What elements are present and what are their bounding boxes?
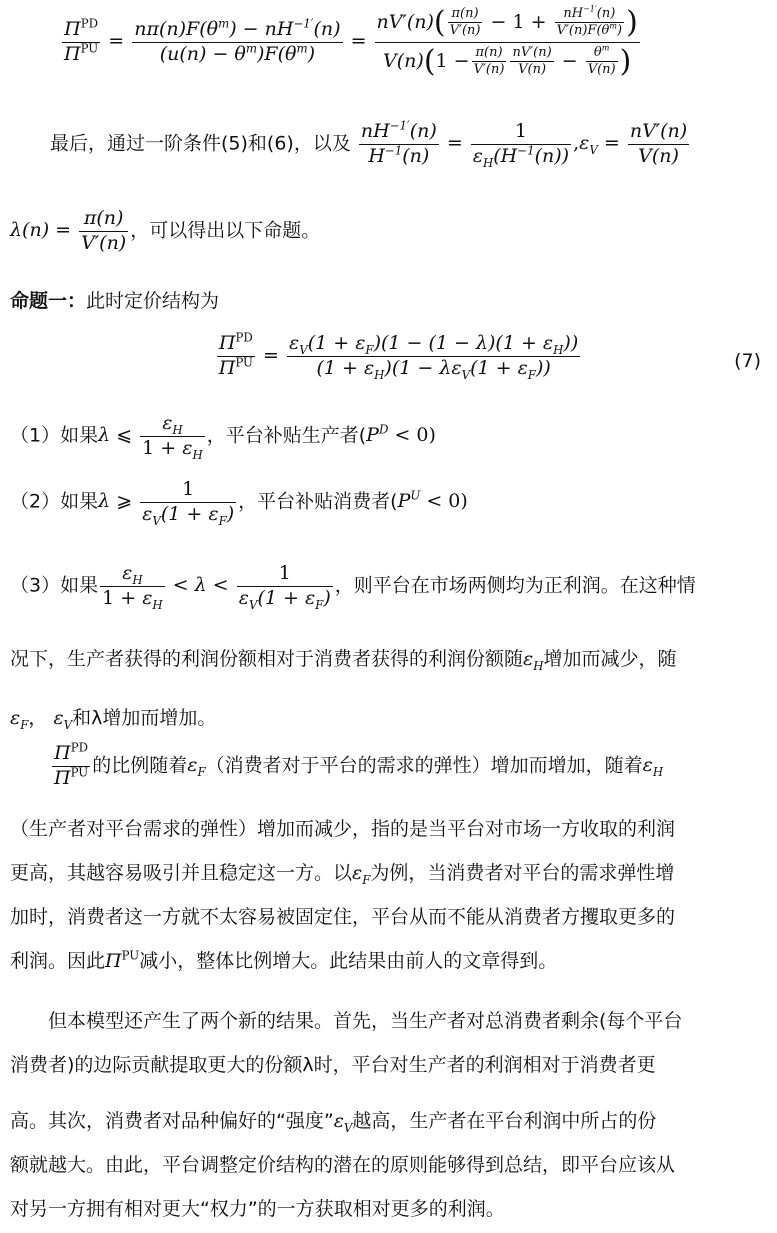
case-1-prefix: （1）如果	[10, 424, 99, 447]
case-3-line-3-tail: 和λ增加而增加。	[72, 707, 217, 729]
conclusion-line-4	[10, 1144, 769, 1186]
conclusion-line-2-text: 消费者)的边际贡献提取更大的份额λ时，平台对生产者的利润相对于消费者更	[10, 1054, 656, 1076]
case-3-line-2: 况下，生产者获得的利润份额相对于消费者获得的利润份额随$\varepsilon_H$增加而减少，随	[10, 648, 677, 673]
discussion-line-4	[10, 896, 769, 938]
discussion-line-4-text: 加时，消费者这一方就不太容易被固定住，平台从而不能从消费者方攫取更多的	[10, 906, 676, 928]
case-3-prefix: （3）如果	[10, 574, 99, 597]
case-1: （1）如果λ ⩽ $\frac{\varepsilon_H}{1 + \varepsilon_H}$ ，平台补贴生产者$(P^D < 0)$	[10, 412, 436, 462]
equation-profit-ratio: $\frac{\Pi^{PD}}{\Pi^{PU}}$ = $\frac{n\pi(n)F(\theta^m) - nH^{-1'}(n)}{(u(n) - \theta^m)F(\theta^m)}$ = nV′(n)( $\frac{\pi(n)}{V'(n)}$ − 1 + $\frac{nH^{-1'}(n)}{V'(n)F(\theta^m)}$ ) V(n)(1 − $\frac{\pi(n)}{V'(n)}$ $\frac{nV'(n)}{V(n)}$ − $\frac{\theta^m}{V(n)}$ )	[64, 4, 638, 79]
discussion-line-3a: 更高，其越容易吸引并且稳定这一方。以	[10, 862, 353, 884]
conclusion-line-4-text: 额就越大。由此，平台调整定价结构的潜在的原则能够得到总结，即平台应该从	[10, 1154, 676, 1176]
discussion-line-3b: 为例，当消费者对平台的需求弹性增	[370, 862, 675, 884]
text-lambda-tail: ，可以得出以下命题。	[130, 219, 321, 242]
case-3-sep: ，	[28, 707, 48, 729]
discussion-line-5a: 利润。因此	[10, 950, 106, 972]
text-intro: 最后，通过一阶条件(5)和(6)，以及	[50, 132, 351, 155]
proposition-text: 此时定价结构为	[86, 290, 220, 312]
discussion-line-2-text: （生产者对平台需求的弹性）增加而减少，指的是当平台对市场一方收取的利润	[10, 818, 676, 840]
paragraph-first-order-conditions: 最后，通过一阶条件(5)和(6)，以及 $\frac{nH^{-1'}(n)}{H^{-1}(n)}$ = $\frac{1}{\varepsilon_H(H^{-1}(n))}$ $,\varepsilon_V$ = $\frac{nV'(n)}{V(n)}$	[50, 118, 688, 170]
discussion-line-1: $\frac{\Pi^{PD}}{\Pi^{PU}}$ 的比例随着$\varepsilon_F$（消费者对于平台的需求的弹性）增加而增加，随着$\varepsilon_H$	[54, 740, 664, 789]
discussion-line-3: 更高，其越容易吸引并且稳定这一方。以$\varepsilon_F$为例，当消费者对平台的需求弹性增	[10, 862, 675, 887]
discussion-line-5b: 减小，整体比例增大。此结果由前人的文章得到。	[139, 950, 558, 972]
equation-number: (7)	[734, 350, 761, 372]
case-3-line-2-tail: 增加而减少，随	[543, 648, 677, 670]
case-3-line-2-text: 况下，生产者获得的利润份额相对于消费者获得的利润份额随	[10, 648, 524, 670]
conclusion-line-3b: 越高，生产者在平台利润中所占的份	[352, 1110, 657, 1132]
discussion-line-5: 利润。因此$\Pi^{PU}$减小，整体比例增大。此结果由前人的文章得到。	[10, 948, 558, 972]
text-comma: ,	[573, 132, 580, 155]
paragraph-lambda-def: λ(n) = $\frac{\pi(n)}{V'(n)}$ ，可以得出以下命题。	[10, 207, 321, 254]
conclusion-line-1	[10, 1000, 769, 1042]
discussion-p1a: 的比例随着	[92, 754, 188, 777]
conclusion-line-1-text: 但本模型还产生了两个新的结果。首先，当生产者对总消费者剩余(每个平台	[48, 1010, 683, 1032]
conclusion-line-3: 高。其次，消费者对品种偏好的“强度$”\varepsilon_V$越高，生产者在平台利润中所占的份	[10, 1110, 657, 1135]
proposition-label: 命题一：	[10, 290, 87, 312]
case-2-suffix: ，平台补贴消费者(	[238, 490, 398, 513]
equation-7: $\frac{\Pi^{PD}}{\Pi^{PU}}$ = $\frac{\varepsilon_V(1 + \varepsilon_F)(1 - (1 - \lambda)(1 + \varepsilon_H))}{(1 + \varepsilon_H)(1 - \lambda\varepsilon_V(1 + \varepsilon_F))}$ (7)	[218, 330, 761, 382]
conclusion-line-5-text: 对另一方拥有相对更大“权力”的一方获取相对更多的利润。	[10, 1198, 505, 1220]
conclusion-line-2	[10, 1044, 769, 1086]
conclusion-line-5	[10, 1188, 769, 1230]
proposition-heading	[10, 280, 769, 322]
discussion-p1b: （消费者对于平台的需求的弹性）增加而增加，随着	[205, 754, 643, 777]
case-3-line-3: $\varepsilon_F$， $\varepsilon_V$和λ增加而增加。	[10, 707, 217, 732]
case-3-suffix: ，则平台在市场两侧均为正利润。在这种情	[334, 574, 696, 597]
discussion-line-2	[10, 808, 769, 850]
case-1-suffix: ，平台补贴生产者(	[206, 424, 367, 447]
case-2-prefix: （2）如果	[10, 490, 99, 513]
conclusion-line-3a: 高。其次，消费者对品种偏好的“强度”	[10, 1110, 334, 1132]
case-3: （3）如果 $\frac{\varepsilon_H}{1 + \varepsilon_H}$ < λ < $\frac{1}{\varepsilon_V(1 + \varepsilon_F)}$ ，则平台在市场两侧均为正利润。在这种情	[10, 562, 696, 612]
case-2: （2）如果λ ⩾ $\frac{1}{\varepsilon_V(1 + \varepsilon_F)}$ ，平台补贴消费者$(P^U < 0)$	[10, 478, 468, 528]
